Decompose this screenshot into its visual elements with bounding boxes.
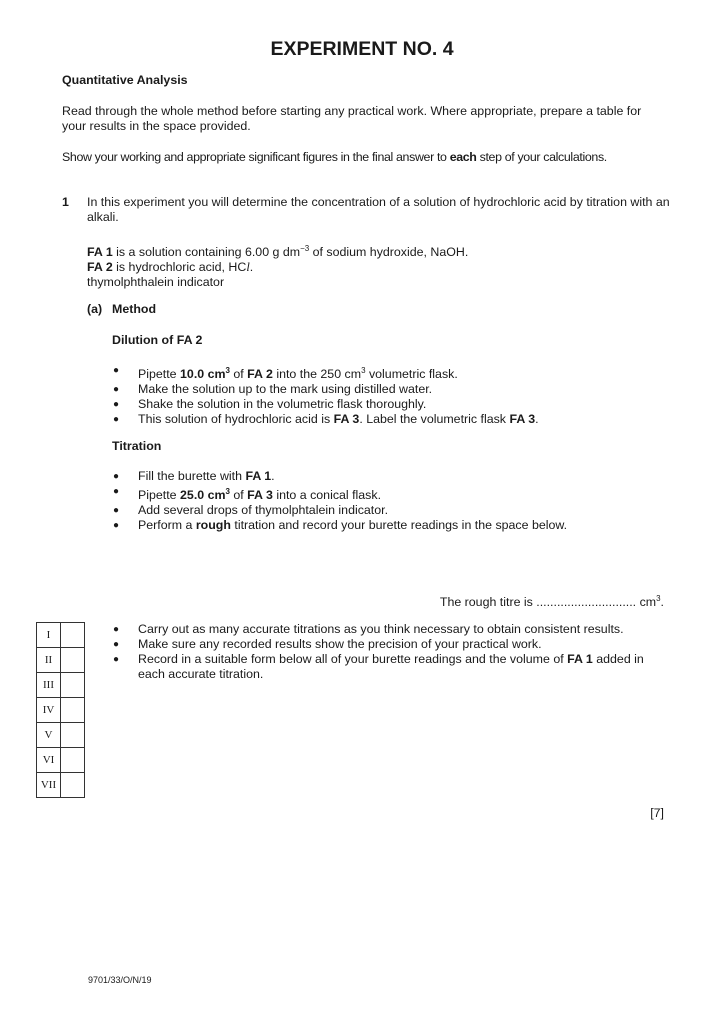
mark-box	[61, 623, 85, 648]
working-instruction	[62, 150, 682, 165]
mark-label: VII	[37, 773, 61, 798]
list-item: ● Shake the solution in the volumetric flask thoroughly.	[113, 397, 673, 412]
question-text: In this experiment you will determine the concentration of a solution of hydrochloric acid by titration with an alkali.	[87, 195, 670, 224]
superscript: 3	[656, 594, 661, 603]
text: into the 250 cm	[272, 367, 362, 382]
chem-italic: l	[246, 260, 250, 275]
mark-row	[37, 723, 85, 748]
text-bold: rough	[195, 518, 231, 533]
instruction-text: Show your working and appropriate significant figures in the final answer to	[62, 150, 450, 164]
text: volumetric flask.	[365, 367, 458, 382]
instruction-emphasis: each	[449, 150, 477, 164]
text: Perform a	[138, 518, 196, 533]
text: This solution of hydrochloric acid is	[138, 412, 334, 427]
text: of	[229, 367, 248, 382]
mark-label: V	[37, 723, 61, 748]
text: into a conical flask.	[272, 488, 382, 503]
reagent-list	[87, 241, 677, 290]
dilution-heading: Dilution of FA 2	[112, 333, 203, 347]
question-number: 1	[62, 195, 69, 209]
reagent-text: .	[249, 260, 254, 275]
total-marks: [7]	[650, 806, 664, 820]
list-item	[113, 363, 673, 382]
mark-box	[61, 748, 85, 773]
text: Pipette	[138, 488, 181, 503]
reagent-label: FA 2	[87, 260, 113, 275]
text: . Label the volumetric flask	[359, 412, 510, 427]
reagent-fa1	[87, 241, 677, 260]
text-bold: FA 1	[567, 652, 593, 666]
list-item: ● Make the solution up to the mark using distilled water.	[113, 382, 673, 397]
text: added in each accurate titration.	[138, 652, 644, 681]
text: Record in a suitable form below all of your burette readings and the volume of	[138, 652, 568, 666]
mark-label: III	[37, 673, 61, 698]
list-item	[113, 652, 673, 682]
intro-paragraph: Read through the whole method before starting any practical work. Where appropriate, prepare a table for your results in the space provided.	[62, 104, 642, 133]
list-item	[113, 518, 673, 533]
page-title: EXPERIMENT NO. 4	[270, 38, 454, 60]
text-bold: FA 3	[509, 412, 536, 427]
mark-row	[37, 673, 85, 698]
superscript: 3	[225, 487, 230, 496]
text-bold: FA 3	[247, 488, 273, 503]
reagent-label: FA 1	[87, 245, 113, 260]
list-item	[113, 469, 673, 484]
list-item: ● Make sure any recorded results show the precision of your practical work.	[113, 637, 673, 652]
text: Fill the burette with	[138, 469, 246, 483]
list-item: ● Add several drops of thymolphtalein indicator.	[113, 503, 673, 518]
reagent-fa2	[87, 260, 677, 275]
mark-row	[37, 698, 85, 723]
text: Pipette	[138, 367, 181, 382]
rough-titre-end: .	[660, 595, 664, 610]
reagent-text: of sodium hydroxide, NaOH.	[309, 245, 469, 260]
mark-box	[61, 723, 85, 748]
list-item: ● Carry out as many accurate titrations as you think necessary to obtain consistent results.	[113, 622, 673, 637]
titration-steps	[113, 469, 673, 533]
method-heading: Method	[112, 302, 157, 316]
text-bold: 10.0 cm	[180, 367, 226, 382]
superscript: 3	[361, 366, 366, 375]
reagent-text: is a solution containing 6.00 g dm	[112, 245, 301, 260]
mark-box	[61, 673, 85, 698]
mark-box	[61, 773, 85, 798]
mark-label: VI	[37, 748, 61, 773]
mark-box	[61, 698, 85, 723]
mark-label: I	[37, 623, 61, 648]
accurate-steps	[113, 622, 673, 682]
mark-row	[37, 648, 85, 673]
text-bold: 25.0 cm	[180, 488, 226, 503]
titration-heading: Titration	[112, 439, 162, 453]
section-heading: Quantitative Analysis	[62, 73, 188, 87]
mark-row	[37, 748, 85, 773]
instruction-text-end: step of your calculations.	[476, 150, 607, 164]
dilution-steps	[113, 363, 673, 427]
mark-label: IV	[37, 698, 61, 723]
text: .	[535, 412, 539, 427]
reagent-text: is hydrochloric acid, HC	[112, 260, 247, 275]
mark-label: II	[37, 648, 61, 673]
text-bold: FA 2	[247, 367, 273, 382]
list-item	[113, 484, 673, 503]
text: of	[229, 488, 248, 503]
mark-row	[37, 773, 85, 798]
text-bold: FA 1	[245, 469, 272, 483]
mark-row	[37, 623, 85, 648]
text: titration and record your burette readings in the space below.	[230, 518, 568, 533]
rough-titre-text: The rough titre is ............................. cm	[439, 595, 657, 610]
rough-titre-line	[440, 591, 664, 610]
superscript: 3	[225, 366, 230, 375]
reagent-indicator: thymolphthalein indicator	[87, 275, 225, 290]
marking-grid	[36, 622, 85, 798]
text: .	[271, 469, 275, 483]
part-label: (a)	[87, 302, 103, 316]
footer-code: 9701/33/O/N/19	[88, 975, 152, 985]
text-bold: FA 3	[333, 412, 360, 427]
superscript: −3	[300, 244, 310, 253]
mark-box	[61, 648, 85, 673]
list-item	[113, 412, 673, 427]
